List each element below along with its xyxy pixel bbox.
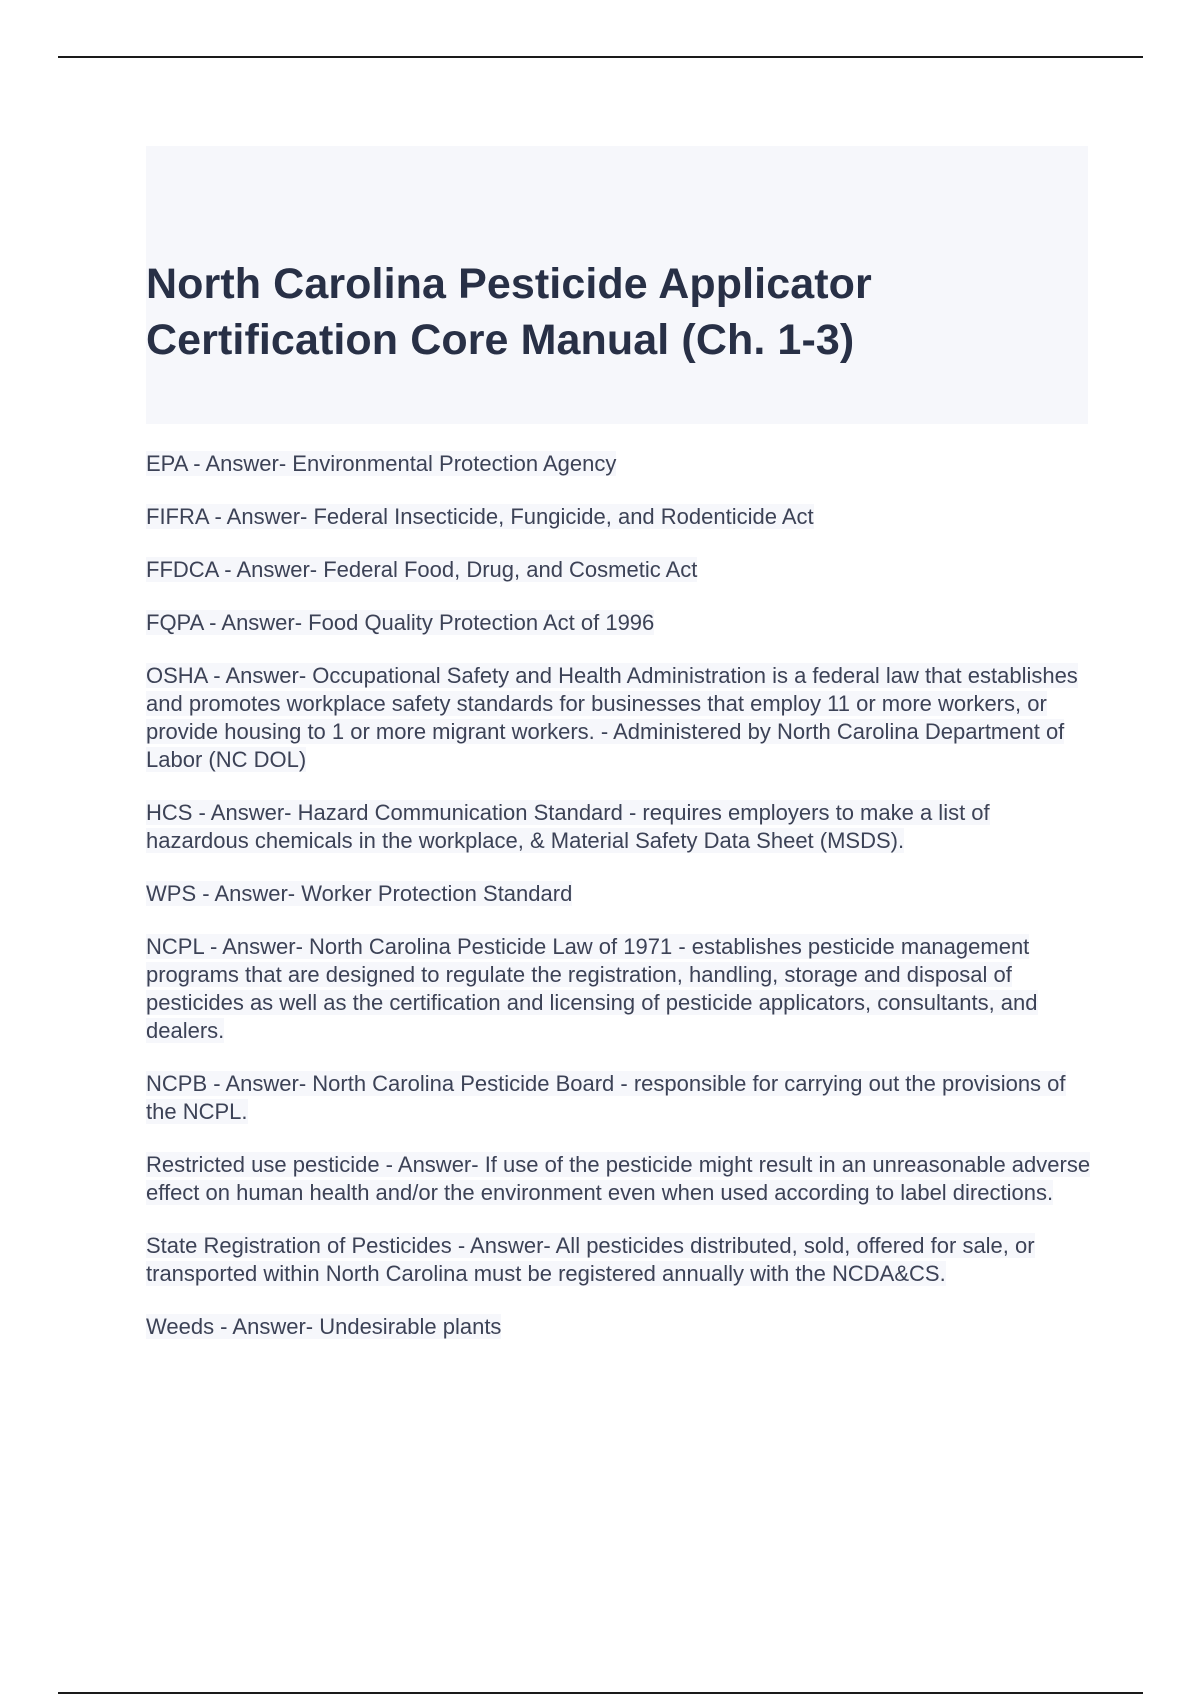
entry-text: Weeds - Answer- Undesirable plants <box>146 1314 502 1339</box>
entry-text: FQPA - Answer- Food Quality Protection Act of 1996 <box>146 610 655 635</box>
entry-osha <box>146 662 1091 774</box>
bottom-rule <box>58 1692 1143 1694</box>
entry-hcs <box>146 799 1091 855</box>
entry-restricted-use-pesticide <box>146 1151 1091 1207</box>
entry-text: NCPB - Answer- North Carolina Pesticide Board - responsible for carrying out the provisions of the NCPL. <box>146 1071 1066 1124</box>
entry-wps <box>146 880 1091 908</box>
entry-text: NCPL - Answer- North Carolina Pesticide Law of 1971 - establishes pesticide management programs that are designed to regulate the registration, handling, storage and disposal of pesticides as well as the certification and licensing of pesticide applicators, consultants, and dealers. <box>146 934 1038 1043</box>
title-box <box>146 146 1088 424</box>
entry-fqpa <box>146 609 1091 637</box>
entry-ffdca <box>146 556 1091 584</box>
entry-text: OSHA - Answer- Occupational Safety and Health Administration is a federal law that establishes and promotes workplace safety standards for businesses that employ 11 or more workers, or provide housing to 1 or more migrant workers. - Administered by North Carolina Department of Labor (NC DOL) <box>146 663 1078 772</box>
entry-text: State Registration of Pesticides - Answer- All pesticides distributed, sold, offered for sale, or transported within North Carolina must be registered annually with the NCDA&CS. <box>146 1233 1035 1286</box>
entry-list <box>146 450 1091 1366</box>
entry-text: FFDCA - Answer- Federal Food, Drug, and Cosmetic Act <box>146 557 698 582</box>
entry-fifra <box>146 503 1091 531</box>
entry-state-registration <box>146 1232 1091 1288</box>
entry-text: FIFRA - Answer- Federal Insecticide, Fungicide, and Rodenticide Act <box>146 504 814 529</box>
document-title: North Carolina Pesticide Applicator Certification Core Manual (Ch. 1-3) <box>146 260 872 364</box>
top-rule <box>58 56 1143 58</box>
entry-ncpl <box>146 933 1091 1045</box>
entry-ncpb <box>146 1070 1091 1126</box>
entry-epa <box>146 450 1091 478</box>
entry-text: EPA - Answer- Environmental Protection Agency <box>146 451 617 476</box>
entry-text: Restricted use pesticide - Answer- If use of the pesticide might result in an unreasonable adverse effect on human health and/or the environment even when used according to label directions. <box>146 1152 1091 1205</box>
entry-text: HCS - Answer- Hazard Communication Standard - requires employers to make a list of hazardous chemicals in the workplace, & Material Safety Data Sheet (MSDS). <box>146 800 990 853</box>
entry-text: WPS - Answer- Worker Protection Standard <box>146 881 573 906</box>
entry-weeds <box>146 1313 1091 1341</box>
